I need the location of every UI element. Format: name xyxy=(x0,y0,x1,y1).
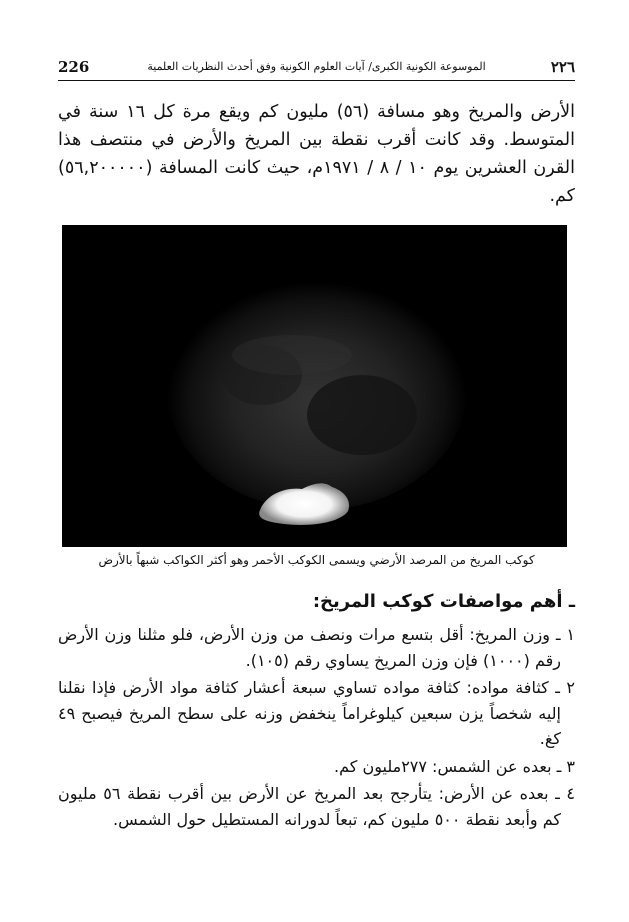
figure-caption: كوكب المريخ من المرصد الأرضي ويسمى الكوكب الأحمر وهو أكثر الكواكب شبهاً بالأرض xyxy=(98,553,535,567)
page-header xyxy=(58,58,575,81)
page-number-arabic: ٢٢٦ xyxy=(550,58,575,76)
page-number-latin: 226 xyxy=(58,58,90,76)
mars-photo xyxy=(62,225,567,547)
running-title: الموسوعة الكونية الكبرى/ آيات العلوم الكونية وفق أحدث النظريات العلمية xyxy=(147,60,486,73)
mars-image xyxy=(62,225,567,547)
list-item: ٤ ـ بعده عن الأرض: يتأرجح بعد المريخ عن الأرض بين أقرب نقطة ٥٦ مليون كم وأبعد نقطة ٥٠٠ مليون كم، تبعاً لدورانه المستطيل حول الشمس. xyxy=(58,784,575,829)
specs-list xyxy=(58,622,575,834)
list-item: ١ ـ وزن المريخ: أقل بتسع مرات ونصف من وزن الأرض، فلو مثلنا وزن الأرض رقم (١٠٠٠) فإن وزن المريخ يساوي رقم (١٠٥). xyxy=(58,625,575,670)
section-heading: ـ أهم مواصفات كوكب المريخ: xyxy=(312,591,575,612)
list-item: ٢ ـ كثافة مواده: كثافة مواده تساوي سبعة أعشار كثافة مواد الأرض فإذا نقلنا إليه شخصاً يزن سبعين كيلوغراماً ينخفض وزنه على سطح المريخ فيصبح ٤٩ كغ. xyxy=(58,678,575,748)
list-item: ٣ ـ بعده عن الشمس: ٢٧٧مليون كم. xyxy=(334,756,575,776)
intro-paragraph: الأرض والمريخ وهو مسافة (٥٦) مليون كم ويقع مرة كل ١٦ سنة في المتوسط. وقد كانت أقرب نقطة بين المريخ والأرض في منتصف هذا القرن العشرين يوم ١٠ / ٨ / ١٩٧١م، حيث كانت المسافة (٥٦,٢٠٠٠٠٠) كم. xyxy=(58,102,575,206)
